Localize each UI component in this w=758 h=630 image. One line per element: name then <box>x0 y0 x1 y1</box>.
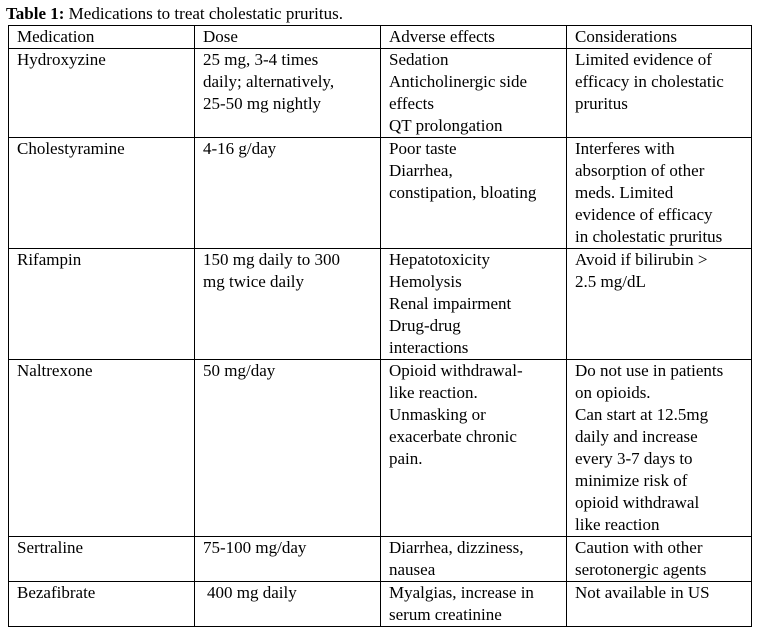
dose-line: daily; alternatively, <box>203 72 335 91</box>
considerations-line: Limited evidence of <box>575 50 712 69</box>
considerations-cell <box>567 138 752 249</box>
considerations-line: Interferes with <box>575 139 675 158</box>
considerations-line: Do not use in patients <box>575 361 724 380</box>
adverse-effects-cell <box>381 582 567 627</box>
adverse-line: Unmasking or <box>389 405 486 424</box>
considerations-line: serotonergic agents <box>575 560 707 579</box>
dose-line: 150 mg daily to 300 <box>203 250 340 269</box>
considerations-line: on opioids. <box>575 383 651 402</box>
dose-cell <box>195 360 381 537</box>
dose-cell <box>195 537 381 582</box>
considerations-line: opioid withdrawal <box>575 493 700 512</box>
adverse-line: Drug-drug <box>389 316 461 335</box>
table-row <box>9 360 752 537</box>
adverse-line: Anticholinergic side <box>389 72 528 91</box>
header-dose: Dose <box>195 26 381 49</box>
header-adverse-effects: Adverse effects <box>381 26 567 49</box>
adverse-line: Hepatotoxicity <box>389 250 491 269</box>
dose-line: 75-100 mg/day <box>203 538 307 557</box>
medication-cell: Naltrexone <box>9 360 195 537</box>
considerations-line: like reaction <box>575 515 660 534</box>
header-considerations: Considerations <box>567 26 752 49</box>
medication-cell: Bezafibrate <box>9 582 195 627</box>
dose-cell <box>195 249 381 360</box>
adverse-line: Myalgias, increase in <box>389 583 534 602</box>
adverse-line: Opioid withdrawal- <box>389 361 523 380</box>
adverse-effects-cell <box>381 49 567 138</box>
considerations-line: pruritus <box>575 94 628 113</box>
dose-cell <box>195 582 381 627</box>
table-caption-label: Table 1: <box>6 4 65 23</box>
adverse-effects-cell <box>381 537 567 582</box>
considerations-cell <box>567 49 752 138</box>
dose-cell <box>195 138 381 249</box>
adverse-line: exacerbate chronic <box>389 427 517 446</box>
adverse-line: QT prolongation <box>389 116 503 135</box>
dose-line: 400 mg daily <box>207 583 297 602</box>
adverse-line: like reaction. <box>389 383 478 402</box>
header-medication: Medication <box>9 26 195 49</box>
adverse-line: Sedation <box>389 50 449 69</box>
adverse-effects-cell <box>381 360 567 537</box>
considerations-cell <box>567 360 752 537</box>
considerations-line: Can start at 12.5mg <box>575 405 709 424</box>
adverse-line: serum creatinine <box>389 605 502 624</box>
adverse-line: Hemolysis <box>389 272 462 291</box>
adverse-line: Poor taste <box>389 139 457 158</box>
considerations-cell <box>567 537 752 582</box>
medications-table <box>8 25 752 627</box>
table-row <box>9 138 752 249</box>
table-row <box>9 249 752 360</box>
considerations-line: daily and increase <box>575 427 698 446</box>
considerations-line: efficacy in cholestatic <box>575 72 724 91</box>
adverse-line: Diarrhea, dizziness, <box>389 538 524 557</box>
medication-cell: Cholestyramine <box>9 138 195 249</box>
table-header-row <box>9 26 752 49</box>
adverse-line: pain. <box>389 449 423 468</box>
dose-line: mg twice daily <box>203 272 305 291</box>
considerations-line: evidence of efficacy <box>575 205 713 224</box>
dose-line: 50 mg/day <box>203 361 276 380</box>
table-caption-text: Medications to treat cholestatic pruritus. <box>64 4 343 23</box>
considerations-line: in cholestatic pruritus <box>575 227 723 246</box>
considerations-line: every 3-7 days to <box>575 449 693 468</box>
considerations-line: 2.5 mg/dL <box>575 272 646 291</box>
considerations-line: Caution with other <box>575 538 703 557</box>
table-row <box>9 537 752 582</box>
medication-cell: Sertraline <box>9 537 195 582</box>
dose-line: 25-50 mg nightly <box>203 94 322 113</box>
adverse-effects-cell <box>381 249 567 360</box>
adverse-line: constipation, bloating <box>389 183 537 202</box>
considerations-line: Avoid if bilirubin > <box>575 250 708 269</box>
table-row <box>9 582 752 627</box>
dose-cell <box>195 49 381 138</box>
dose-line: 4-16 g/day <box>203 139 277 158</box>
considerations-line: minimize risk of <box>575 471 688 490</box>
adverse-line: Diarrhea, <box>389 161 453 180</box>
considerations-cell <box>567 582 752 627</box>
considerations-line: meds. Limited <box>575 183 674 202</box>
adverse-line: effects <box>389 94 434 113</box>
considerations-cell <box>567 249 752 360</box>
table-row <box>9 49 752 138</box>
dose-line: 25 mg, 3-4 times <box>203 50 319 69</box>
considerations-line: Not available in US <box>575 583 710 602</box>
table-caption <box>6 3 343 25</box>
adverse-effects-cell <box>381 138 567 249</box>
adverse-line: nausea <box>389 560 436 579</box>
adverse-line: interactions <box>389 338 469 357</box>
adverse-line: Renal impairment <box>389 294 512 313</box>
medication-cell: Hydroxyzine <box>9 49 195 138</box>
medication-cell: Rifampin <box>9 249 195 360</box>
considerations-line: absorption of other <box>575 161 705 180</box>
